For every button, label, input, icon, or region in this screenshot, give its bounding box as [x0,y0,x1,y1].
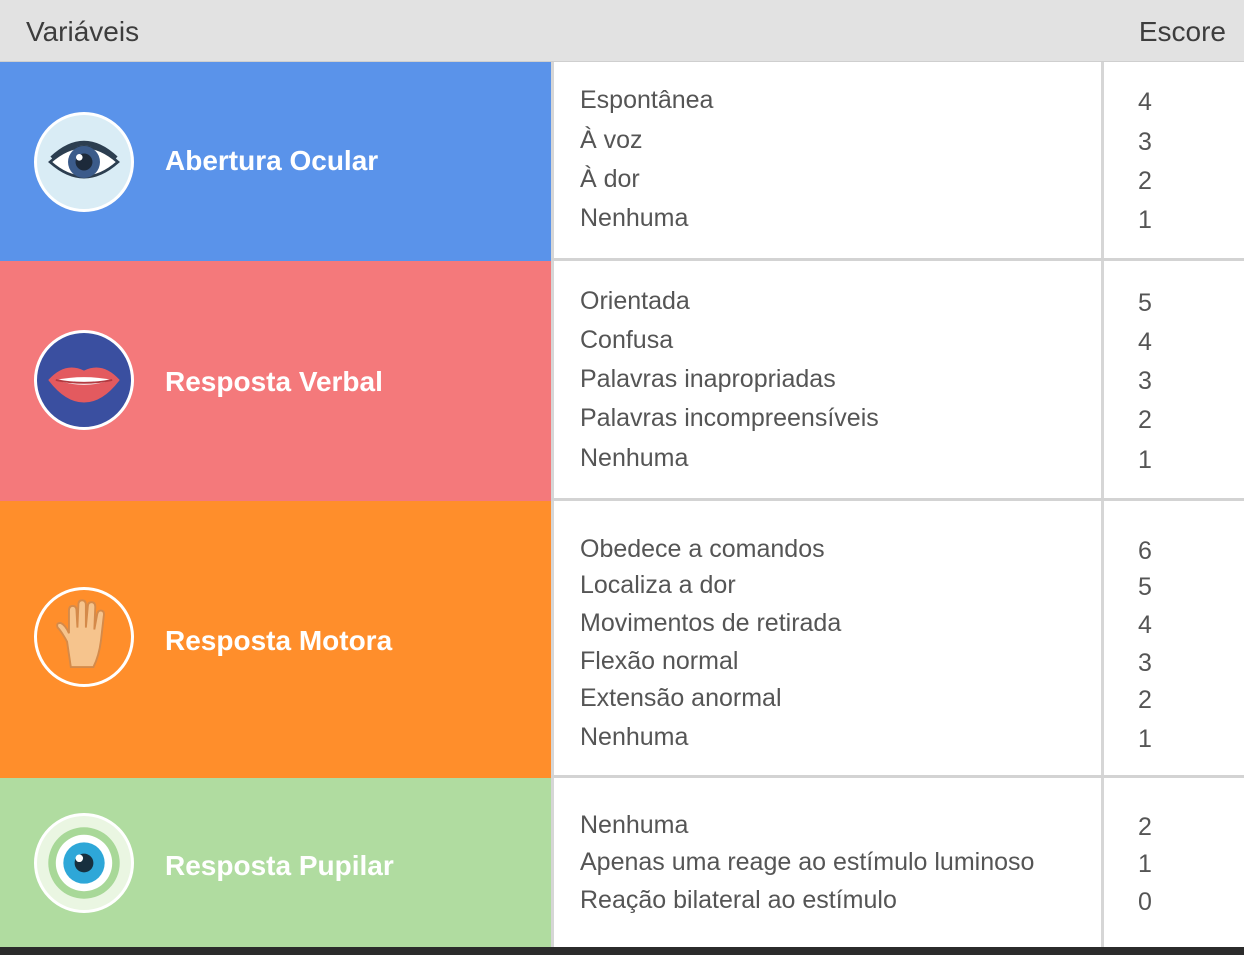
option-text: Nenhuma [580,723,689,751]
label-cell [0,261,551,501]
score-value: 5 [1138,289,1152,317]
score-value: 1 [1138,850,1152,878]
score-value: 2 [1138,167,1152,195]
score-value: 2 [1138,686,1152,714]
option-text: Nenhuma [580,811,689,839]
row-pupil-response [0,778,1244,947]
row-eye-opening [0,62,1244,261]
variable-label: Resposta Motora [165,625,393,656]
score-value: 2 [1138,813,1152,841]
row-motor-response [0,501,1244,778]
score-value: 3 [1138,649,1152,677]
label-cell [0,62,551,261]
variable-label: Abertura Ocular [165,145,379,176]
option-text: Movimentos de retirada [580,609,842,637]
option-text: Nenhuma [580,444,689,472]
score-cell [1104,261,1244,501]
score-value: 1 [1138,446,1152,474]
bottom-edge-bar [0,947,1244,955]
option-text: Reação bilateral ao estímulo [580,886,897,914]
score-value: 3 [1138,367,1152,395]
score-value: 5 [1138,573,1152,601]
hand-icon [34,587,134,687]
score-value: 2 [1138,406,1152,434]
row-verbal-response [0,261,1244,501]
options-cell [551,501,1104,778]
score-value: 4 [1138,328,1152,356]
option-text: À dor [580,165,640,193]
score-cell [1104,778,1244,947]
option-text: À voz [580,126,643,154]
option-text: Confusa [580,326,674,354]
option-text: Flexão normal [580,647,739,675]
label-cell [0,501,551,778]
options-cell [551,778,1104,947]
score-column-header: Escore [1138,16,1226,47]
pupil-eye-icon [34,813,134,913]
option-text: Palavras inapropriadas [580,365,836,393]
option-text: Obedece a comandos [580,535,825,563]
options-cell [551,62,1104,261]
score-value: 1 [1138,725,1152,753]
score-value: 0 [1138,888,1152,916]
label-cell [0,778,551,947]
score-value: 1 [1138,206,1152,234]
option-text: Orientada [580,287,690,315]
score-value: 6 [1138,537,1152,565]
option-text: Apenas uma reage ao estímulo luminoso [580,848,1035,876]
options-cell [551,261,1104,501]
score-cell [1104,62,1244,261]
score-value: 4 [1138,611,1152,639]
score-cell [1104,501,1244,778]
eye-icon [34,112,134,212]
mouth-icon [34,330,134,430]
score-value: 4 [1138,88,1152,116]
option-text: Nenhuma [580,204,689,232]
option-text: Palavras incompreensíveis [580,404,879,432]
score-value: 3 [1138,128,1152,156]
variables-column-header: Variáveis [26,16,140,47]
variable-label: Resposta Pupilar [165,850,394,881]
option-text: Extensão anormal [580,684,782,712]
table-header [0,0,1244,62]
variable-label: Resposta Verbal [165,366,383,397]
option-text: Espontânea [580,86,714,114]
option-text: Localiza a dor [580,571,736,599]
